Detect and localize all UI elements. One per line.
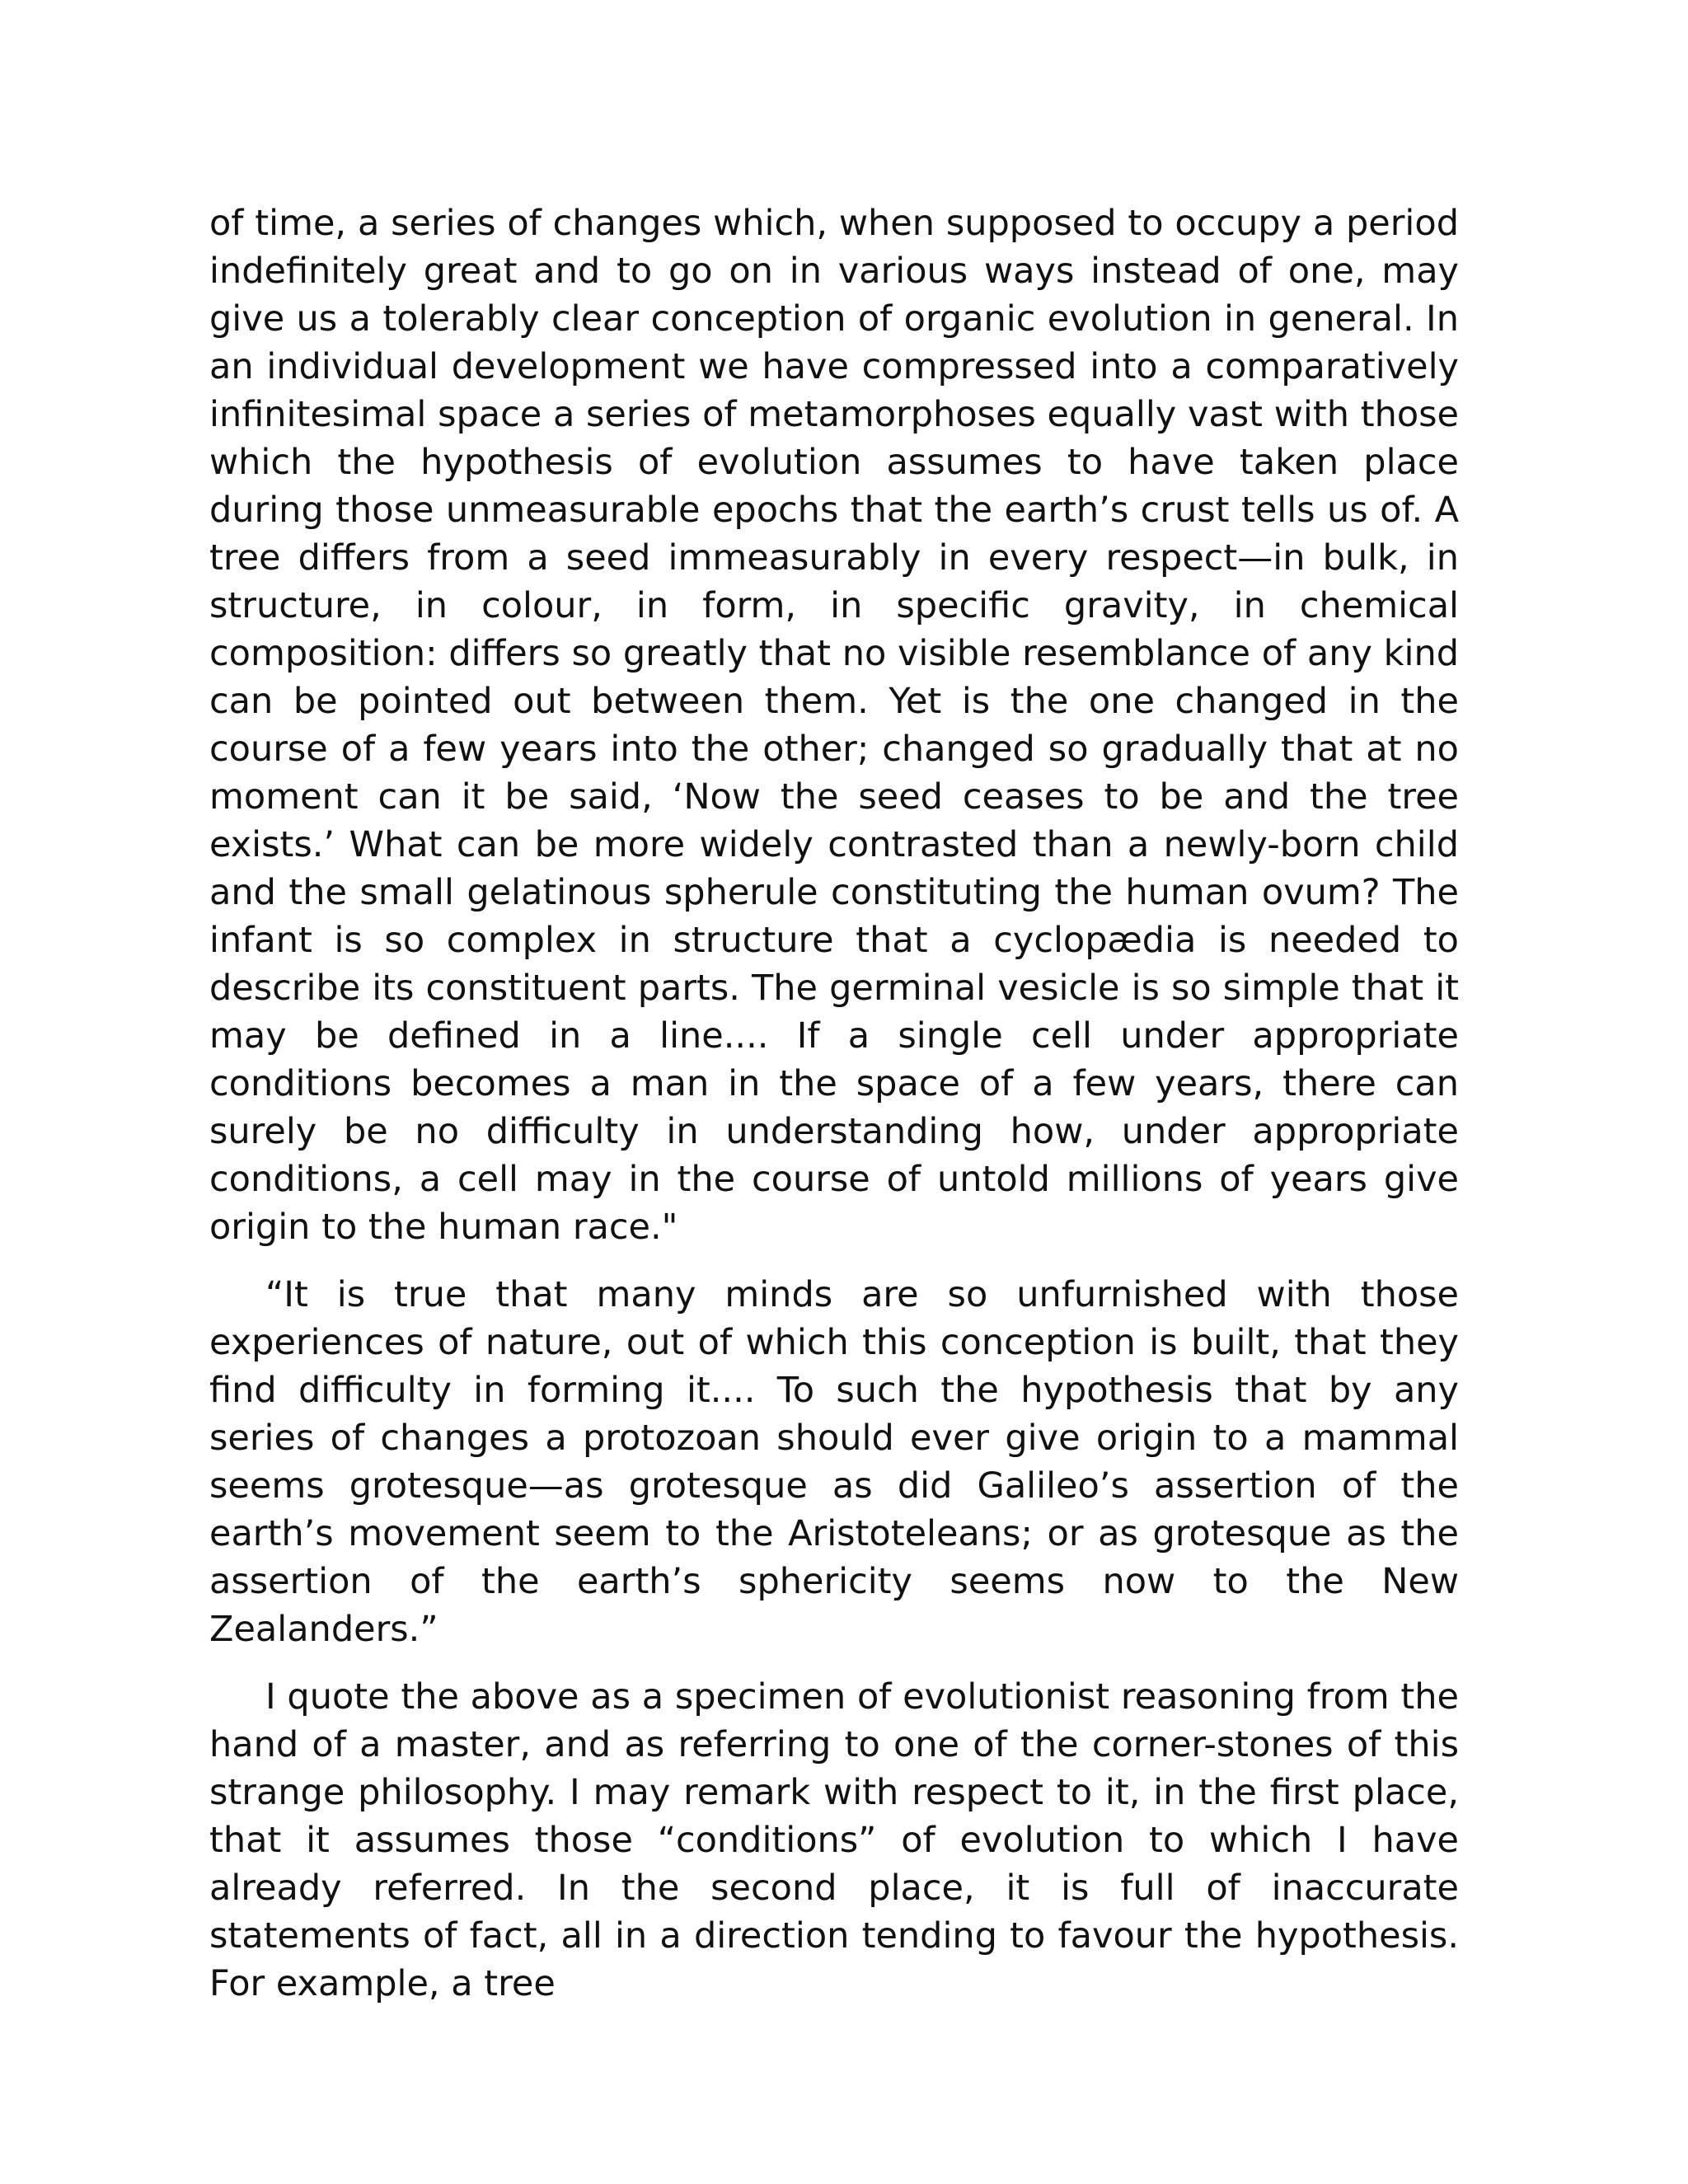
paragraph-continuation: of time, a series of changes which, when supposed to occupy a period indefinitely great and to go on in various ways instead of one, may give us a tolerably clear conception of organic evolution in general. In an individual development we have compressed into a comparatively infinitesimal space a series of metamorphoses equally vast with those which the hypothesis of evolution assumes to have taken place during those unmeasurable epochs that the earth’s crust tells us of. A tree differs from a seed immeasurably in every respect—in bulk, in structure, in colour, in form, in specific gravity, in chemical composition: differs so greatly that no visible resemblance of any kind can be pointed out between them. Yet is the one changed in the course of a few years into the other; changed so gradually that at no moment can it be said, ‘Now the seed ceases to be and the tree exists.’ What can be more widely contrasted than a newly-born child and the small gelatinous spherule constituting the human ovum? The infant is so complex in structure that a cyclopædia is needed to describe its constituent parts. The germinal vesicle is so simple that it may be defined in a line.... If a single cell under appropriate conditions becomes a man in the space of a few years, there can surely be no difficulty in understanding how, under appropriate conditions, a cell may in the course of untold millions of years give origin to the human race." [209, 203, 1459, 1248]
paragraph-commentary: I quote the above as a specimen of evolutionist reasoning from the hand of a master, and as referring to one of the corner-stones of this strange philosophy. I may remark with respect to it, in the first place, that it assumes those “conditions” of evolution to which I have already referred. In the second place, it is full of inaccurate statements of fact, all in a direction tending to favour the hypothesis. For example, a tree [209, 1676, 1459, 2004]
page-body [209, 199, 1459, 2008]
paragraph-quote: “It is true that many minds are so unfurnished with those experiences of nature, out of which this conception is built, that they find difficulty in forming it.... To such the hypothesis that by any series of changes a protozoan should ever give origin to a mammal seems grotesque—as grotesque as did Galileo’s assertion of the earth’s movement seem to the Aristoteleans; or as grotesque as the assertion of the earth’s sphericity seems now to the New Zealanders.” [209, 1274, 1459, 1650]
